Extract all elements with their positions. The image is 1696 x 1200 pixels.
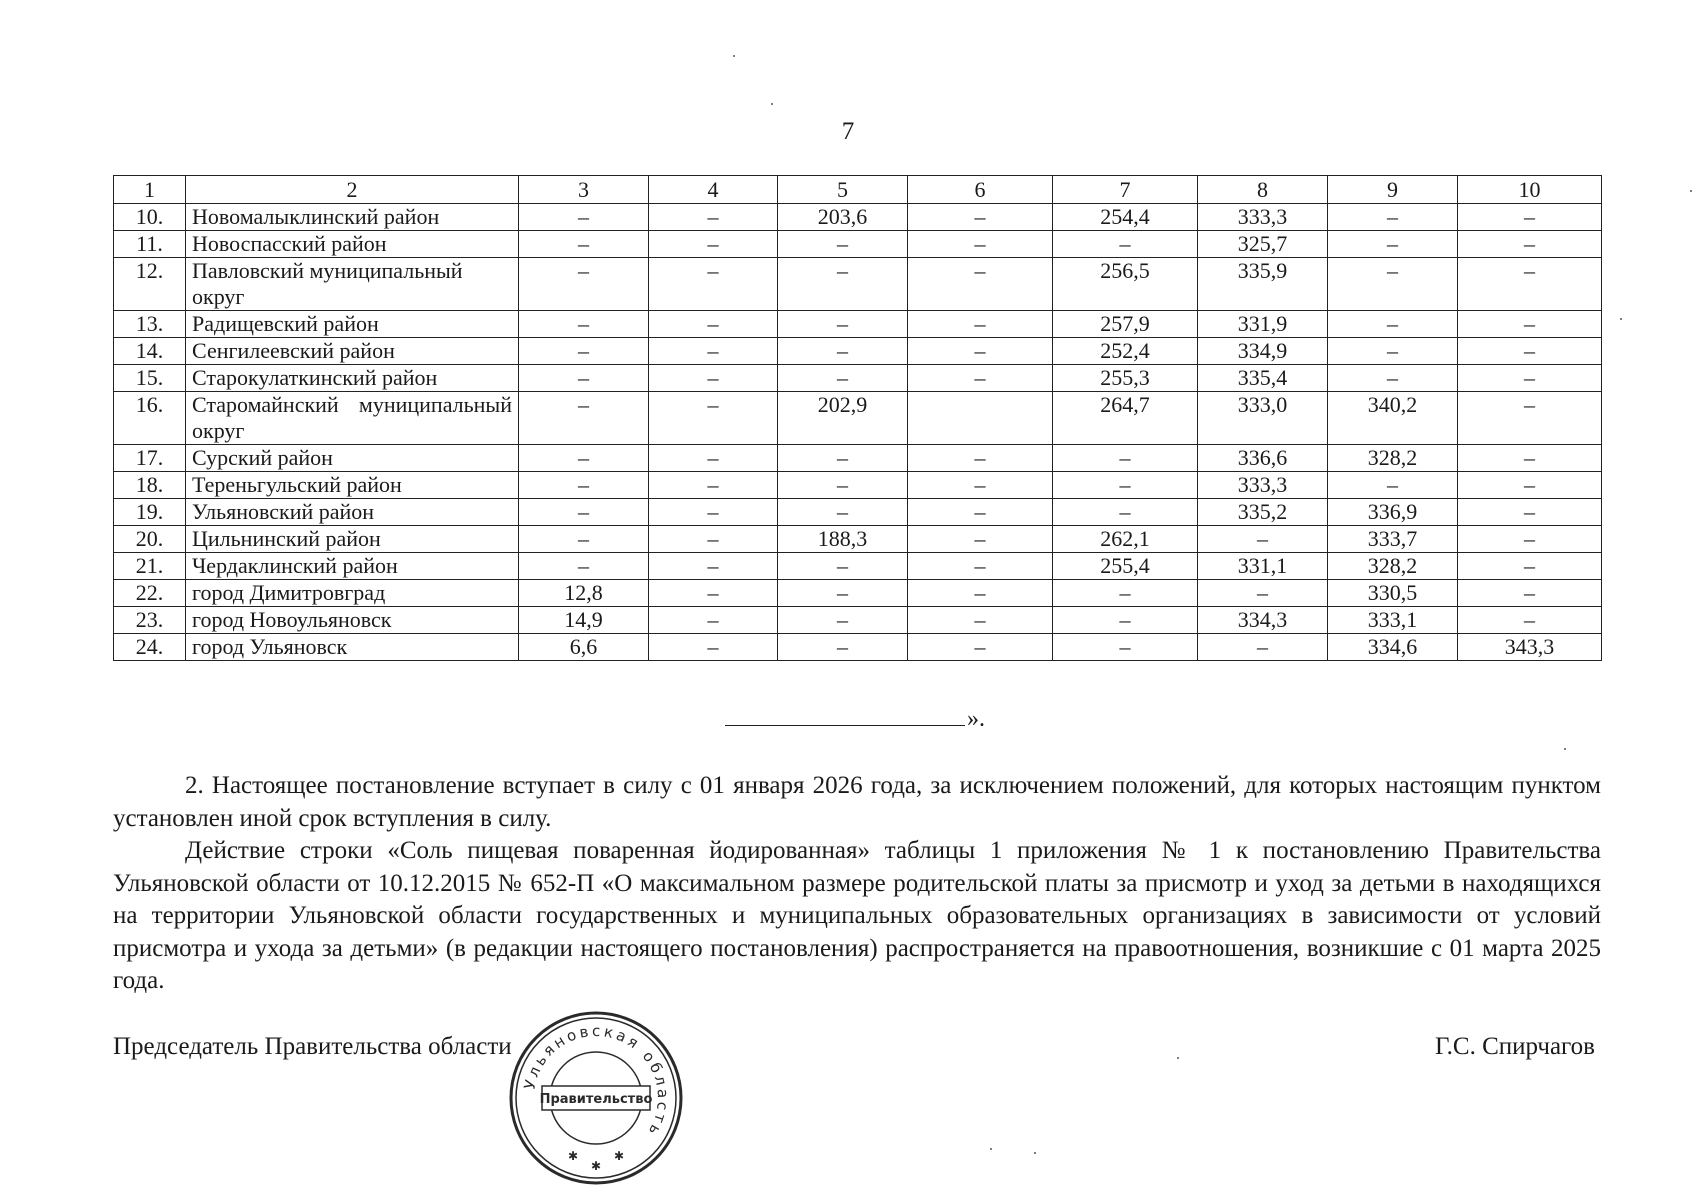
value-cell-c10: – (1458, 258, 1602, 311)
municipality-name: Сурский район (186, 445, 519, 472)
table-row (114, 634, 1602, 661)
value-cell-c7: 262,1 (1053, 526, 1198, 553)
table-row (114, 445, 1602, 472)
row-number: 11. (114, 231, 186, 258)
value-cell-c7: – (1053, 231, 1198, 258)
table-row (114, 231, 1602, 258)
value-cell-c7: 255,4 (1053, 553, 1198, 580)
value-cell-c4: – (649, 526, 778, 553)
svg-text:✱: ✱ (614, 1149, 625, 1163)
municipality-name: Радищевский район (186, 311, 519, 338)
table-row (114, 338, 1602, 365)
value-cell-c6: – (908, 580, 1053, 607)
value-cell-c9: – (1328, 311, 1458, 338)
column-header: 6 (908, 176, 1053, 204)
value-cell-c8: 333,3 (1198, 472, 1328, 499)
value-cell-c5: 188,3 (778, 526, 908, 553)
column-header: 10 (1458, 176, 1602, 204)
value-cell-c5: 203,6 (778, 204, 908, 231)
official-seal-icon (508, 1010, 684, 1186)
value-cell-c7: – (1053, 634, 1198, 661)
column-header: 2 (186, 176, 519, 204)
table-row (114, 392, 1602, 445)
value-cell-c10: – (1458, 607, 1602, 634)
value-cell-c8: 333,0 (1198, 392, 1328, 445)
value-cell-c4: – (649, 392, 778, 445)
value-cell-c4: – (649, 311, 778, 338)
value-cell-c6 (908, 392, 1053, 445)
row-number: 12. (114, 258, 186, 311)
svg-text:Ульяновская область: Ульяновская область (520, 1021, 673, 1141)
value-cell-c8: – (1198, 580, 1328, 607)
value-cell-c10: – (1458, 338, 1602, 365)
value-cell-c8: 334,3 (1198, 607, 1328, 634)
value-cell-c6: – (908, 526, 1053, 553)
value-cell-c5: – (778, 553, 908, 580)
municipality-name: Новоспасский район (186, 231, 519, 258)
scan-speck (1564, 748, 1566, 750)
svg-text:✱: ✱ (591, 1159, 602, 1173)
value-cell-c4: – (649, 607, 778, 634)
municipality-name: Новомалыклинский район (186, 204, 519, 231)
value-cell-c8: 334,9 (1198, 338, 1328, 365)
value-cell-c6: – (908, 204, 1053, 231)
value-cell-c7: – (1053, 445, 1198, 472)
value-cell-c10: – (1458, 365, 1602, 392)
row-number: 10. (114, 204, 186, 231)
value-cell-c7: 257,9 (1053, 311, 1198, 338)
row-number: 17. (114, 445, 186, 472)
value-cell-c7: – (1053, 607, 1198, 634)
value-cell-c5: – (778, 634, 908, 661)
value-cell-c3: – (519, 365, 649, 392)
page-number: 7 (841, 118, 855, 145)
row-number: 19. (114, 499, 186, 526)
row-number: 15. (114, 365, 186, 392)
value-cell-c7: 256,5 (1053, 258, 1198, 311)
row-number: 22. (114, 580, 186, 607)
value-cell-c3: – (519, 311, 649, 338)
scan-speck (733, 55, 735, 57)
table-row (114, 553, 1602, 580)
column-header: 1 (114, 176, 186, 204)
value-cell-c7: – (1053, 472, 1198, 499)
table-closing-mark (725, 706, 985, 733)
row-number: 21. (114, 553, 186, 580)
value-cell-c10: – (1458, 204, 1602, 231)
row-number: 16. (114, 392, 186, 445)
value-cell-c5: – (778, 607, 908, 634)
value-cell-c4: – (649, 472, 778, 499)
value-cell-c10: – (1458, 445, 1602, 472)
value-cell-c9: 328,2 (1328, 445, 1458, 472)
value-cell-c10: – (1458, 231, 1602, 258)
row-number: 20. (114, 526, 186, 553)
value-cell-c10: – (1458, 526, 1602, 553)
value-cell-c3: 12,8 (519, 580, 649, 607)
value-cell-c5: – (778, 365, 908, 392)
value-cell-c4: – (649, 338, 778, 365)
value-cell-c4: – (649, 634, 778, 661)
value-cell-c5: – (778, 580, 908, 607)
column-header: 5 (778, 176, 908, 204)
column-header: 4 (649, 176, 778, 204)
value-cell-c9: – (1328, 204, 1458, 231)
row-number: 14. (114, 338, 186, 365)
municipality-name: Старокулаткинский район (186, 365, 519, 392)
value-cell-c3: 6,6 (519, 634, 649, 661)
scan-speck (1690, 190, 1692, 192)
value-cell-c9: – (1328, 365, 1458, 392)
value-cell-c9: 330,5 (1328, 580, 1458, 607)
value-cell-c4: – (649, 365, 778, 392)
value-cell-c7: – (1053, 499, 1198, 526)
table-row (114, 607, 1602, 634)
value-cell-c4: – (649, 258, 778, 311)
value-cell-c3: – (519, 472, 649, 499)
svg-text:✱: ✱ (568, 1149, 579, 1163)
scan-speck (1177, 1057, 1179, 1059)
municipality-name: Чердаклинский район (186, 553, 519, 580)
value-cell-c5: – (778, 258, 908, 311)
value-cell-c3: – (519, 499, 649, 526)
value-cell-c8: 335,2 (1198, 499, 1328, 526)
value-cell-c8: 331,1 (1198, 553, 1328, 580)
value-cell-c9: – (1328, 231, 1458, 258)
row-number: 13. (114, 311, 186, 338)
table-row (114, 526, 1602, 553)
municipality-name: Тереньгульский район (186, 472, 519, 499)
municipality-name: Ульяновский район (186, 499, 519, 526)
value-cell-c5: – (778, 445, 908, 472)
municipality-name: Цильнинский район (186, 526, 519, 553)
scan-speck (1034, 1152, 1036, 1154)
row-number: 24. (114, 634, 186, 661)
value-cell-c4: – (649, 580, 778, 607)
value-cell-c4: – (649, 445, 778, 472)
value-cell-c7: 255,3 (1053, 365, 1198, 392)
value-cell-c6: – (908, 365, 1053, 392)
table-row (114, 204, 1602, 231)
value-cell-c10: – (1458, 553, 1602, 580)
value-cell-c9: 334,6 (1328, 634, 1458, 661)
value-cell-c7: – (1053, 580, 1198, 607)
value-cell-c3: – (519, 338, 649, 365)
signer-name: Г.С. Спирчагов (1435, 1033, 1595, 1060)
value-cell-c6: – (908, 634, 1053, 661)
municipality-name: город Ульяновск (186, 634, 519, 661)
closing-quote: ». (967, 706, 985, 732)
scan-speck (771, 103, 773, 105)
value-cell-c3: – (519, 392, 649, 445)
value-cell-c8: 335,4 (1198, 365, 1328, 392)
column-header: 3 (519, 176, 649, 204)
value-cell-c6: – (908, 499, 1053, 526)
value-cell-c5: 202,9 (778, 392, 908, 445)
column-header: 9 (1328, 176, 1458, 204)
municipality-name: Сенгилеевский район (186, 338, 519, 365)
value-cell-c10: – (1458, 499, 1602, 526)
municipality-name: Павловский муниципальный округ (186, 258, 519, 311)
municipality-name: город Новоульяновск (186, 607, 519, 634)
value-cell-c5: – (778, 499, 908, 526)
value-cell-c5: – (778, 472, 908, 499)
column-header: 8 (1198, 176, 1328, 204)
value-cell-c8: – (1198, 634, 1328, 661)
table-row (114, 499, 1602, 526)
value-cell-c10: 343,3 (1458, 634, 1602, 661)
value-cell-c8: 325,7 (1198, 231, 1328, 258)
table-row (114, 472, 1602, 499)
value-cell-c9: – (1328, 258, 1458, 311)
closing-rule (725, 724, 965, 726)
signature-block (113, 1033, 1601, 1069)
value-cell-c5: – (778, 338, 908, 365)
municipality-name: Старомайнский муниципальный округ (186, 392, 519, 445)
value-cell-c6: – (908, 607, 1053, 634)
value-cell-c3: – (519, 553, 649, 580)
svg-text:Правительство: Правительство (539, 1092, 653, 1107)
value-cell-c6: – (908, 258, 1053, 311)
value-cell-c8: 331,9 (1198, 311, 1328, 338)
value-cell-c6: – (908, 231, 1053, 258)
value-cell-c4: – (649, 499, 778, 526)
row-number: 23. (114, 607, 186, 634)
row-number: 18. (114, 472, 186, 499)
value-cell-c10: – (1458, 311, 1602, 338)
table-row (114, 580, 1602, 607)
value-cell-c9: 333,7 (1328, 526, 1458, 553)
value-cell-c9: 336,9 (1328, 499, 1458, 526)
value-cell-c3: – (519, 445, 649, 472)
value-cell-c10: – (1458, 580, 1602, 607)
scan-speck (1620, 318, 1622, 320)
table-row (114, 311, 1602, 338)
value-cell-c3: – (519, 231, 649, 258)
value-cell-c9: – (1328, 338, 1458, 365)
value-cell-c3: – (519, 204, 649, 231)
value-cell-c6: – (908, 338, 1053, 365)
value-cell-c6: – (908, 311, 1053, 338)
value-cell-c7: 252,4 (1053, 338, 1198, 365)
value-cell-c8: 333,3 (1198, 204, 1328, 231)
table-row (114, 365, 1602, 392)
value-cell-c9: 340,2 (1328, 392, 1458, 445)
paragraph-effective-date: 2. Настоящее постановление вступает в силу с 01 января 2026 года, за исключением положений, для которых настоящим пунктом установлен иной срок вступления в силу. (113, 772, 1601, 832)
value-cell-c7: 254,4 (1053, 204, 1198, 231)
value-cell-c5: – (778, 231, 908, 258)
value-cell-c3: – (519, 258, 649, 311)
value-cell-c7: 264,7 (1053, 392, 1198, 445)
value-cell-c6: – (908, 472, 1053, 499)
body-text (113, 770, 1601, 998)
column-header: 7 (1053, 176, 1198, 204)
value-cell-c8: 335,9 (1198, 258, 1328, 311)
value-cell-c5: – (778, 311, 908, 338)
value-cell-c9: 328,2 (1328, 553, 1458, 580)
prices-table (113, 175, 1602, 661)
value-cell-c9: 333,1 (1328, 607, 1458, 634)
value-cell-c9: – (1328, 472, 1458, 499)
header-row (114, 176, 1602, 204)
paragraph-retroactive-clause: Действие строки «Соль пищевая поваренная йодированная» таблицы 1 приложения № 1 к постановлению Правительства Ульяновской области от 10.12.2015 № 652-П «О максимальном размере родительской платы за присмотр и уход за детьми в находящихся на территории Ульяновской области государственных и муниципальных образовательных организациях в зависимости от условий присмотра и ухода за детьми» (в редакции настоящего постановления) распространяется на правоотношения, возникшие с 01 марта 2025 года. (113, 837, 1601, 994)
value-cell-c8: – (1198, 526, 1328, 553)
scan-speck (990, 1148, 992, 1150)
table-row (114, 258, 1602, 311)
value-cell-c3: – (519, 526, 649, 553)
signer-title: Председатель Правительства области (113, 1033, 512, 1060)
value-cell-c3: 14,9 (519, 607, 649, 634)
value-cell-c4: – (649, 231, 778, 258)
value-cell-c10: – (1458, 472, 1602, 499)
value-cell-c8: 336,6 (1198, 445, 1328, 472)
municipality-name: город Димитровград (186, 580, 519, 607)
value-cell-c6: – (908, 445, 1053, 472)
value-cell-c10: – (1458, 392, 1602, 445)
value-cell-c4: – (649, 204, 778, 231)
value-cell-c4: – (649, 553, 778, 580)
value-cell-c6: – (908, 553, 1053, 580)
